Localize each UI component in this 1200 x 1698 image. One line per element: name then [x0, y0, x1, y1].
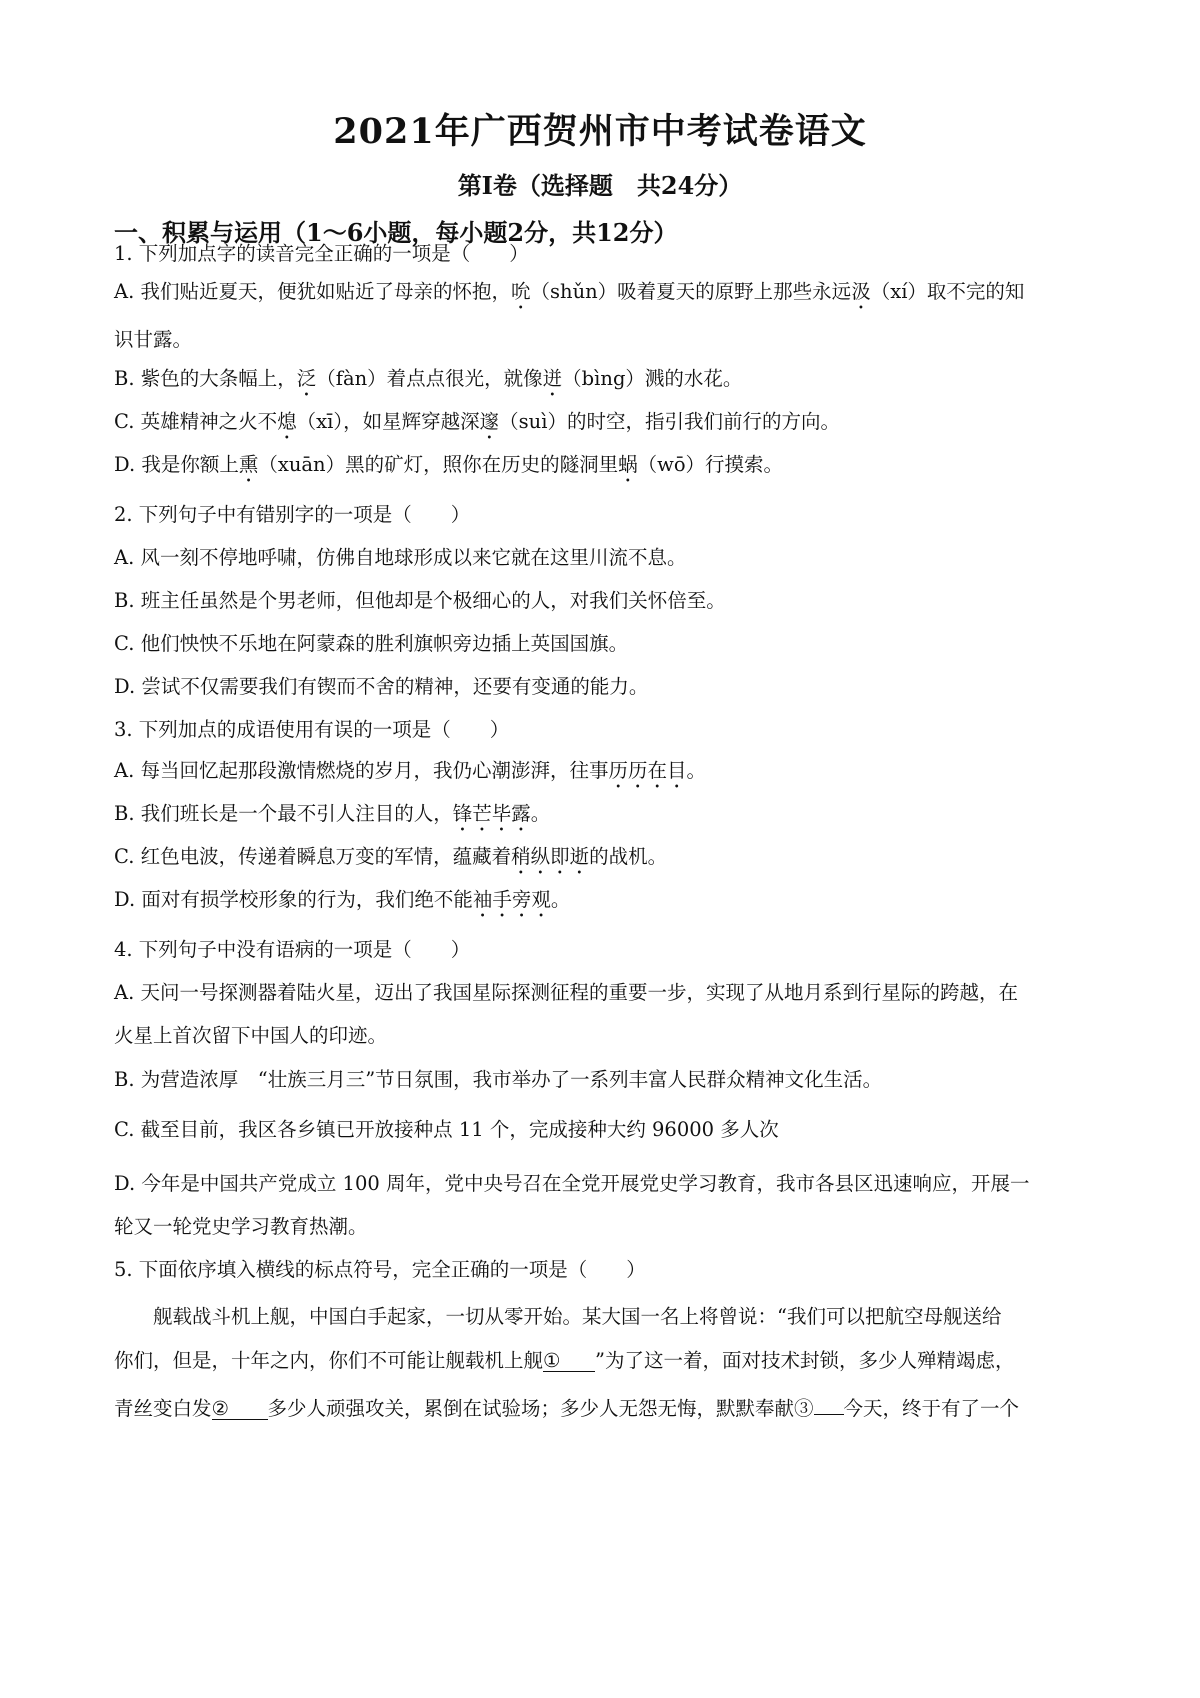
question-2-option-b: B. 班主任虽然是个男老师，但他却是个极细心的人，对我们关怀倍至。	[114, 589, 726, 612]
question-3-option-d: D. 面对有损学校形象的行为，我们绝不能袖手旁观。	[114, 888, 571, 911]
question-1-stem: 1. 下列加点字的读音完全正确的一项是（ ）	[114, 242, 529, 265]
question-1-option-d: D. 我是你额上熏（xuān）黑的矿灯，照你在历史的隧洞里蜗（wō）行摸索。	[114, 453, 784, 476]
question-4-option-a-continued: 火星上首次留下中国人的印迹。	[114, 1024, 388, 1047]
question-5-passage-line-1: 舰载战斗机上舰，中国白手起家，一切从零开始。某大国一名上将曾说：“我们可以把航空母舰送给	[153, 1305, 1002, 1328]
question-4-option-a: A. 天问一号探测器着陆火星，迈出了我国星际探测征程的重要一步，实现了从地月系到行星际的跨越，在	[114, 981, 1018, 1004]
question-1-option-a: A. 我们贴近夏天，便犹如贴近了母亲的怀抱，吮（shǔn）吸着夏天的原野上那些永远汲（xí）取不完的知	[114, 280, 1025, 303]
question-3-option-a: A. 每当回忆起那段激情燃烧的岁月，我仍心潮澎湃，往事历历在目。	[114, 759, 707, 782]
question-4-option-c: C. 截至目前，我区各乡镇已开放接种点 11 个，完成接种大约 96000 多人次	[114, 1118, 779, 1141]
blank-2-marker: ②	[211, 1397, 229, 1420]
question-4-option-b: B. 为营造浓厚 “壮族三月三”节日氛围，我市举办了一系列丰富人民群众精神文化生活。	[114, 1068, 883, 1091]
page-title: 2021年广西贺州市中考试卷语文	[333, 111, 867, 152]
question-5-passage-line-3: 青丝变白发② 多少人顽强攻关，累倒在试验场；多少人无怨无悔，默默奉献③ 今天，终于有了一个	[114, 1392, 1019, 1421]
question-3-option-c: C. 红色电波，传递着瞬息万变的军情，蕴藏着稍纵即逝的战机。	[114, 845, 668, 868]
question-1-option-c: C. 英雄精神之火不熄（xī），如星辉穿越深邃（suì）的时空，指引我们前行的方向。	[114, 410, 840, 433]
question-2-option-a: A. 风一刻不停地呼啸，仿佛自地球形成以来它就在这里川流不息。	[114, 546, 687, 569]
question-2-option-c: C. 他们怏怏不乐地在阿蒙森的胜利旗帜旁边插上英国国旗。	[114, 632, 629, 655]
question-3-option-b: B. 我们班长是一个最不引人注目的人，锋芒毕露。	[114, 802, 551, 825]
part-subtitle: 第Ⅰ卷（选择题 共24分）	[457, 171, 743, 200]
question-4-option-d: D. 今年是中国共产党成立 100 周年，党中央号召在全党开展党史学习教育，我市各县区迅速响应，开展一	[114, 1172, 1030, 1195]
question-1-option-b: B. 紫色的大条幅上，泛（fàn）着点点很光，就像迸（bìng）溅的水花。	[114, 367, 743, 390]
question-2-option-d: D. 尝试不仅需要我们有锲而不舍的精神，还要有变通的能力。	[114, 675, 649, 698]
section-heading: 一、积累与运用（1～6小题，每小题2分，共12分）	[114, 218, 678, 247]
blank-3-marker: ③	[794, 1397, 814, 1420]
question-2-stem: 2. 下列句子中有错别字的一项是（ ）	[114, 503, 471, 526]
blank-1-marker: ①	[543, 1349, 561, 1372]
question-4-option-d-continued: 轮又一轮党史学习教育热潮。	[114, 1215, 368, 1238]
question-4-stem: 4. 下列句子中没有语病的一项是（ ）	[114, 938, 471, 961]
question-5-stem: 5. 下面依序填入横线的标点符号，完全正确的一项是（ ）	[114, 1258, 646, 1281]
question-3-stem: 3. 下列加点的成语使用有误的一项是（ ）	[114, 718, 510, 741]
question-5-passage-line-2: 你们，但是，十年之内，你们不可能让舰载机上舰① ”为了这一着，面对技术封锁，多少人殚精竭虑，	[114, 1349, 1015, 1372]
question-1-option-a-continued: 识甘露。	[114, 328, 193, 351]
